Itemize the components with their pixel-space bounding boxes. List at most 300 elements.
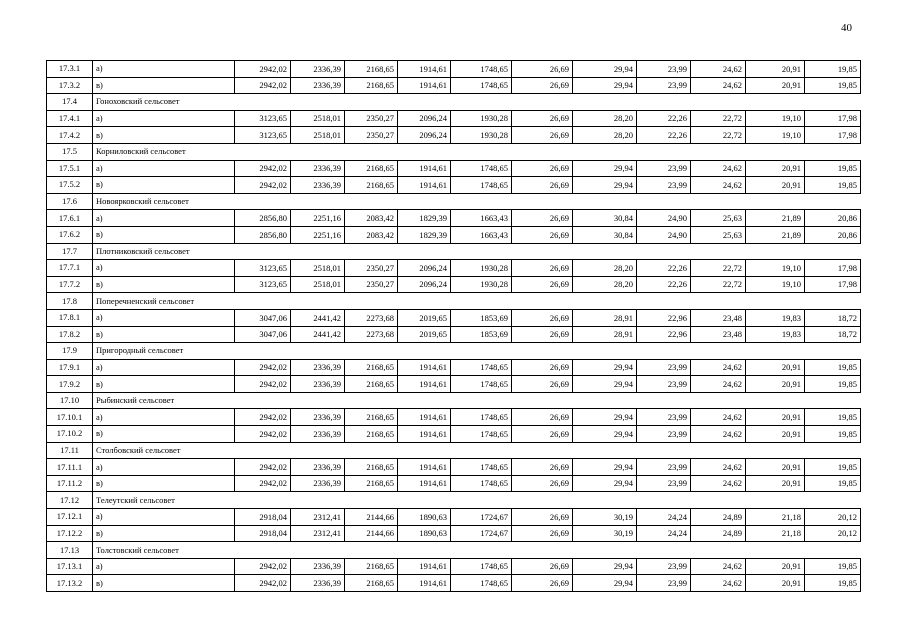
- value-cell: 2083,42: [345, 226, 398, 243]
- table-row: [47, 509, 861, 526]
- value-cell: 1748,65: [451, 376, 512, 393]
- value-cell: 24,62: [691, 160, 746, 177]
- value-cell: 2350,27: [345, 276, 398, 293]
- value-cell: 2096,24: [398, 276, 451, 293]
- value-cell: 25,63: [691, 226, 746, 243]
- value-cell: 2336,39: [291, 558, 345, 575]
- value-cell: 24,62: [691, 409, 746, 426]
- value-cell: 1748,65: [451, 409, 512, 426]
- value-cell: 1914,61: [398, 409, 451, 426]
- section-header-row: [47, 343, 861, 360]
- value-cell: 19,85: [805, 558, 861, 575]
- value-cell: 1748,65: [451, 575, 512, 592]
- value-cell: 29,94: [573, 376, 637, 393]
- value-cell: 1748,65: [451, 177, 512, 194]
- value-cell: 2518,01: [291, 260, 345, 277]
- value-cell: 26,69: [512, 326, 573, 343]
- value-cell: 1930,28: [451, 110, 512, 127]
- value-cell: 19,85: [805, 77, 861, 94]
- table-row: [47, 127, 861, 144]
- section-title: Телеутский сельсовет: [93, 492, 861, 509]
- value-cell: 2336,39: [291, 77, 345, 94]
- value-cell: 2168,65: [345, 558, 398, 575]
- value-cell: 2518,01: [291, 127, 345, 144]
- value-cell: 1930,28: [451, 127, 512, 144]
- section-code: 17.12: [47, 492, 93, 509]
- table-row: [47, 276, 861, 293]
- table-row: [47, 575, 861, 592]
- value-cell: 26,69: [512, 309, 573, 326]
- value-cell: 2144,66: [345, 525, 398, 542]
- value-cell: 24,62: [691, 61, 746, 78]
- value-cell: 22,26: [637, 110, 691, 127]
- row-subitem: в): [93, 376, 235, 393]
- value-cell: 29,94: [573, 459, 637, 476]
- row-subitem: в): [93, 127, 235, 144]
- value-cell: 21,89: [746, 210, 805, 227]
- table-row: [47, 376, 861, 393]
- value-cell: 1748,65: [451, 77, 512, 94]
- value-cell: 24,62: [691, 77, 746, 94]
- value-cell: 22,72: [691, 276, 746, 293]
- table-row: [47, 61, 861, 78]
- value-cell: 29,94: [573, 160, 637, 177]
- row-subitem: а): [93, 509, 235, 526]
- row-code: 17.12.2: [47, 525, 93, 542]
- value-cell: 19,85: [805, 475, 861, 492]
- value-cell: 26,69: [512, 525, 573, 542]
- row-code: 17.13.1: [47, 558, 93, 575]
- value-cell: 28,20: [573, 127, 637, 144]
- section-code: 17.4: [47, 94, 93, 111]
- value-cell: 21,89: [746, 226, 805, 243]
- value-cell: 24,62: [691, 359, 746, 376]
- value-cell: 20,91: [746, 177, 805, 194]
- value-cell: 24,62: [691, 475, 746, 492]
- value-cell: 1914,61: [398, 558, 451, 575]
- value-cell: 2942,02: [235, 61, 291, 78]
- value-cell: 23,99: [637, 376, 691, 393]
- value-cell: 19,85: [805, 177, 861, 194]
- value-cell: 23,99: [637, 426, 691, 443]
- value-cell: 22,72: [691, 260, 746, 277]
- value-cell: 22,26: [637, 260, 691, 277]
- value-cell: 21,18: [746, 509, 805, 526]
- value-cell: 26,69: [512, 509, 573, 526]
- row-code: 17.9.1: [47, 359, 93, 376]
- value-cell: 29,94: [573, 177, 637, 194]
- value-cell: 1930,28: [451, 260, 512, 277]
- row-code: 17.5.1: [47, 160, 93, 177]
- value-cell: 1914,61: [398, 459, 451, 476]
- value-cell: 1914,61: [398, 61, 451, 78]
- row-code: 17.4.1: [47, 110, 93, 127]
- value-cell: 1914,61: [398, 475, 451, 492]
- value-cell: 2336,39: [291, 376, 345, 393]
- value-cell: 2336,39: [291, 160, 345, 177]
- value-cell: 26,69: [512, 77, 573, 94]
- value-cell: 23,99: [637, 61, 691, 78]
- value-cell: 2942,02: [235, 160, 291, 177]
- table-row: [47, 359, 861, 376]
- value-cell: 2168,65: [345, 376, 398, 393]
- row-subitem: в): [93, 475, 235, 492]
- value-cell: 26,69: [512, 276, 573, 293]
- row-subitem: в): [93, 177, 235, 194]
- value-cell: 2918,04: [235, 509, 291, 526]
- value-cell: 24,62: [691, 177, 746, 194]
- value-cell: 1748,65: [451, 160, 512, 177]
- value-cell: 26,69: [512, 575, 573, 592]
- value-cell: 23,99: [637, 459, 691, 476]
- section-header-row: [47, 94, 861, 111]
- section-header-row: [47, 243, 861, 260]
- value-cell: 2019,65: [398, 309, 451, 326]
- value-cell: 20,86: [805, 226, 861, 243]
- row-code: 17.10.1: [47, 409, 93, 426]
- section-code: 17.6: [47, 193, 93, 210]
- section-header-row: [47, 293, 861, 310]
- section-title: Рыбинский сельсовет: [93, 392, 861, 409]
- value-cell: 23,99: [637, 575, 691, 592]
- value-cell: 2942,02: [235, 475, 291, 492]
- value-cell: 26,69: [512, 459, 573, 476]
- row-subitem: в): [93, 426, 235, 443]
- section-code: 17.10: [47, 392, 93, 409]
- value-cell: 20,91: [746, 376, 805, 393]
- value-cell: 24,62: [691, 558, 746, 575]
- value-cell: 2168,65: [345, 575, 398, 592]
- value-cell: 19,10: [746, 127, 805, 144]
- value-cell: 28,20: [573, 276, 637, 293]
- value-cell: 2312,41: [291, 509, 345, 526]
- value-cell: 20,86: [805, 210, 861, 227]
- section-code: 17.7: [47, 243, 93, 260]
- value-cell: 24,62: [691, 575, 746, 592]
- value-cell: 26,69: [512, 260, 573, 277]
- value-cell: 24,24: [637, 525, 691, 542]
- row-code: 17.12.1: [47, 509, 93, 526]
- value-cell: 26,69: [512, 127, 573, 144]
- value-cell: 24,62: [691, 376, 746, 393]
- table-row: [47, 110, 861, 127]
- value-cell: 24,62: [691, 426, 746, 443]
- value-cell: 2336,39: [291, 359, 345, 376]
- value-cell: 2251,16: [291, 226, 345, 243]
- page-number: 40: [841, 22, 852, 34]
- row-subitem: а): [93, 309, 235, 326]
- value-cell: 2144,66: [345, 509, 398, 526]
- value-cell: 19,83: [746, 309, 805, 326]
- value-cell: 1914,61: [398, 376, 451, 393]
- value-cell: 26,69: [512, 177, 573, 194]
- value-cell: 1914,61: [398, 426, 451, 443]
- value-cell: 28,91: [573, 326, 637, 343]
- row-code: 17.5.2: [47, 177, 93, 194]
- value-cell: 23,48: [691, 326, 746, 343]
- value-cell: 1853,69: [451, 309, 512, 326]
- value-cell: 2942,02: [235, 575, 291, 592]
- value-cell: 1829,39: [398, 210, 451, 227]
- section-title: Толстовский сельсовет: [93, 542, 861, 559]
- value-cell: 2336,39: [291, 177, 345, 194]
- row-code: 17.9.2: [47, 376, 93, 393]
- value-cell: 19,85: [805, 376, 861, 393]
- value-cell: 26,69: [512, 376, 573, 393]
- section-header-row: [47, 492, 861, 509]
- value-cell: 1748,65: [451, 558, 512, 575]
- value-cell: 28,91: [573, 309, 637, 326]
- value-cell: 23,48: [691, 309, 746, 326]
- value-cell: 28,20: [573, 260, 637, 277]
- value-cell: 29,94: [573, 426, 637, 443]
- value-cell: 30,84: [573, 210, 637, 227]
- value-cell: 2350,27: [345, 127, 398, 144]
- value-cell: 19,85: [805, 459, 861, 476]
- row-code: 17.11.2: [47, 475, 93, 492]
- row-subitem: в): [93, 276, 235, 293]
- value-cell: 20,91: [746, 475, 805, 492]
- value-cell: 19,10: [746, 110, 805, 127]
- value-cell: 2096,24: [398, 127, 451, 144]
- value-cell: 24,90: [637, 226, 691, 243]
- value-cell: 2168,65: [345, 459, 398, 476]
- value-cell: 2083,42: [345, 210, 398, 227]
- row-subitem: а): [93, 160, 235, 177]
- table-body: [47, 61, 861, 592]
- row-code: 17.3.1: [47, 61, 93, 78]
- value-cell: 26,69: [512, 359, 573, 376]
- value-cell: 2518,01: [291, 110, 345, 127]
- section-title: Корниловский сельсовет: [93, 143, 861, 160]
- value-cell: 26,69: [512, 160, 573, 177]
- value-cell: 26,69: [512, 558, 573, 575]
- value-cell: 22,26: [637, 276, 691, 293]
- value-cell: 23,99: [637, 558, 691, 575]
- value-cell: 29,94: [573, 575, 637, 592]
- value-cell: 1829,39: [398, 226, 451, 243]
- section-header-row: [47, 542, 861, 559]
- value-cell: 2312,41: [291, 525, 345, 542]
- value-cell: 19,10: [746, 260, 805, 277]
- row-subitem: а): [93, 409, 235, 426]
- table-row: [47, 525, 861, 542]
- row-subitem: а): [93, 110, 235, 127]
- table-row: [47, 210, 861, 227]
- value-cell: 1914,61: [398, 359, 451, 376]
- value-cell: 1724,67: [451, 525, 512, 542]
- table-row: [47, 160, 861, 177]
- value-cell: 2942,02: [235, 459, 291, 476]
- row-subitem: а): [93, 210, 235, 227]
- section-header-row: [47, 143, 861, 160]
- row-subitem: а): [93, 459, 235, 476]
- value-cell: 2019,65: [398, 326, 451, 343]
- value-cell: 2273,68: [345, 309, 398, 326]
- value-cell: 2096,24: [398, 110, 451, 127]
- value-cell: 1853,69: [451, 326, 512, 343]
- value-cell: 21,18: [746, 525, 805, 542]
- row-code: 17.3.2: [47, 77, 93, 94]
- value-cell: 2336,39: [291, 409, 345, 426]
- section-header-row: [47, 193, 861, 210]
- row-subitem: а): [93, 260, 235, 277]
- value-cell: 19,85: [805, 409, 861, 426]
- value-cell: 29,94: [573, 61, 637, 78]
- section-code: 17.11: [47, 442, 93, 459]
- value-cell: 20,91: [746, 558, 805, 575]
- row-subitem: а): [93, 558, 235, 575]
- value-cell: 26,69: [512, 409, 573, 426]
- row-code: 17.11.1: [47, 459, 93, 476]
- value-cell: 19,85: [805, 575, 861, 592]
- value-cell: 22,26: [637, 127, 691, 144]
- value-cell: 3123,65: [235, 260, 291, 277]
- value-cell: 3123,65: [235, 127, 291, 144]
- value-cell: 24,89: [691, 509, 746, 526]
- value-cell: 19,10: [746, 276, 805, 293]
- value-cell: 2168,65: [345, 409, 398, 426]
- value-cell: 1724,67: [451, 509, 512, 526]
- value-cell: 3047,06: [235, 326, 291, 343]
- value-cell: 17,98: [805, 260, 861, 277]
- value-cell: 23,99: [637, 475, 691, 492]
- value-cell: 26,69: [512, 475, 573, 492]
- value-cell: 22,96: [637, 309, 691, 326]
- value-cell: 30,19: [573, 525, 637, 542]
- value-cell: 2942,02: [235, 409, 291, 426]
- value-cell: 1890,63: [398, 509, 451, 526]
- table-row: [47, 177, 861, 194]
- row-code: 17.7.1: [47, 260, 93, 277]
- section-header-row: [47, 392, 861, 409]
- value-cell: 20,91: [746, 575, 805, 592]
- value-cell: 2942,02: [235, 376, 291, 393]
- value-cell: 20,91: [746, 61, 805, 78]
- value-cell: 23,99: [637, 409, 691, 426]
- value-cell: 2168,65: [345, 426, 398, 443]
- value-cell: 1748,65: [451, 359, 512, 376]
- table-row: [47, 226, 861, 243]
- value-cell: 29,94: [573, 409, 637, 426]
- row-subitem: в): [93, 525, 235, 542]
- section-title: Столбовский сельсовет: [93, 442, 861, 459]
- value-cell: 1748,65: [451, 459, 512, 476]
- section-code: 17.9: [47, 343, 93, 360]
- value-cell: 19,85: [805, 426, 861, 443]
- value-cell: 1914,61: [398, 575, 451, 592]
- row-subitem: в): [93, 575, 235, 592]
- value-cell: 22,96: [637, 326, 691, 343]
- value-cell: 1748,65: [451, 426, 512, 443]
- value-cell: 2942,02: [235, 426, 291, 443]
- section-title: Гоноховский сельсовет: [93, 94, 861, 111]
- value-cell: 2273,68: [345, 326, 398, 343]
- value-cell: 2168,65: [345, 359, 398, 376]
- row-code: 17.8.1: [47, 309, 93, 326]
- section-header-row: [47, 442, 861, 459]
- value-cell: 20,91: [746, 77, 805, 94]
- value-cell: 2942,02: [235, 77, 291, 94]
- value-cell: 1748,65: [451, 61, 512, 78]
- value-cell: 23,99: [637, 359, 691, 376]
- value-cell: 20,91: [746, 459, 805, 476]
- value-cell: 29,94: [573, 77, 637, 94]
- value-cell: 17,98: [805, 127, 861, 144]
- value-cell: 2918,04: [235, 525, 291, 542]
- section-title: Пригородный сельсовет: [93, 343, 861, 360]
- value-cell: 1914,61: [398, 177, 451, 194]
- table-row: [47, 260, 861, 277]
- value-cell: 20,12: [805, 509, 861, 526]
- table-row: [47, 77, 861, 94]
- table-row: [47, 426, 861, 443]
- section-title: Поперечненский сельсовет: [93, 293, 861, 310]
- value-cell: 2168,65: [345, 61, 398, 78]
- value-cell: 2168,65: [345, 475, 398, 492]
- table-row: [47, 475, 861, 492]
- value-cell: 20,91: [746, 160, 805, 177]
- value-cell: 24,89: [691, 525, 746, 542]
- value-cell: 23,99: [637, 160, 691, 177]
- value-cell: 2336,39: [291, 475, 345, 492]
- value-cell: 1914,61: [398, 77, 451, 94]
- value-cell: 24,90: [637, 210, 691, 227]
- row-code: 17.7.2: [47, 276, 93, 293]
- value-cell: 2096,24: [398, 260, 451, 277]
- value-cell: 23,99: [637, 177, 691, 194]
- value-cell: 17,98: [805, 276, 861, 293]
- value-cell: 3123,65: [235, 276, 291, 293]
- section-code: 17.5: [47, 143, 93, 160]
- table-row: [47, 459, 861, 476]
- value-cell: 20,91: [746, 426, 805, 443]
- value-cell: 24,24: [637, 509, 691, 526]
- value-cell: 2168,65: [345, 177, 398, 194]
- value-cell: 2942,02: [235, 177, 291, 194]
- value-cell: 26,69: [512, 426, 573, 443]
- value-cell: 18,72: [805, 326, 861, 343]
- value-cell: 2336,39: [291, 426, 345, 443]
- value-cell: 2942,02: [235, 558, 291, 575]
- tariff-table: [46, 60, 861, 592]
- value-cell: 17,98: [805, 110, 861, 127]
- value-cell: 1914,61: [398, 160, 451, 177]
- value-cell: 19,85: [805, 359, 861, 376]
- value-cell: 25,63: [691, 210, 746, 227]
- value-cell: 26,69: [512, 226, 573, 243]
- row-code: 17.10.2: [47, 426, 93, 443]
- row-code: 17.6.2: [47, 226, 93, 243]
- value-cell: 2350,27: [345, 110, 398, 127]
- value-cell: 20,91: [746, 409, 805, 426]
- table-row: [47, 309, 861, 326]
- section-title: Новоярковский сельсовет: [93, 193, 861, 210]
- value-cell: 2856,80: [235, 210, 291, 227]
- table-row: [47, 409, 861, 426]
- value-cell: 18,72: [805, 309, 861, 326]
- row-subitem: в): [93, 77, 235, 94]
- value-cell: 30,19: [573, 509, 637, 526]
- value-cell: 1663,43: [451, 226, 512, 243]
- section-code: 17.8: [47, 293, 93, 310]
- value-cell: 26,69: [512, 210, 573, 227]
- value-cell: 3047,06: [235, 309, 291, 326]
- value-cell: 29,94: [573, 359, 637, 376]
- value-cell: 2856,80: [235, 226, 291, 243]
- value-cell: 2251,16: [291, 210, 345, 227]
- value-cell: 19,83: [746, 326, 805, 343]
